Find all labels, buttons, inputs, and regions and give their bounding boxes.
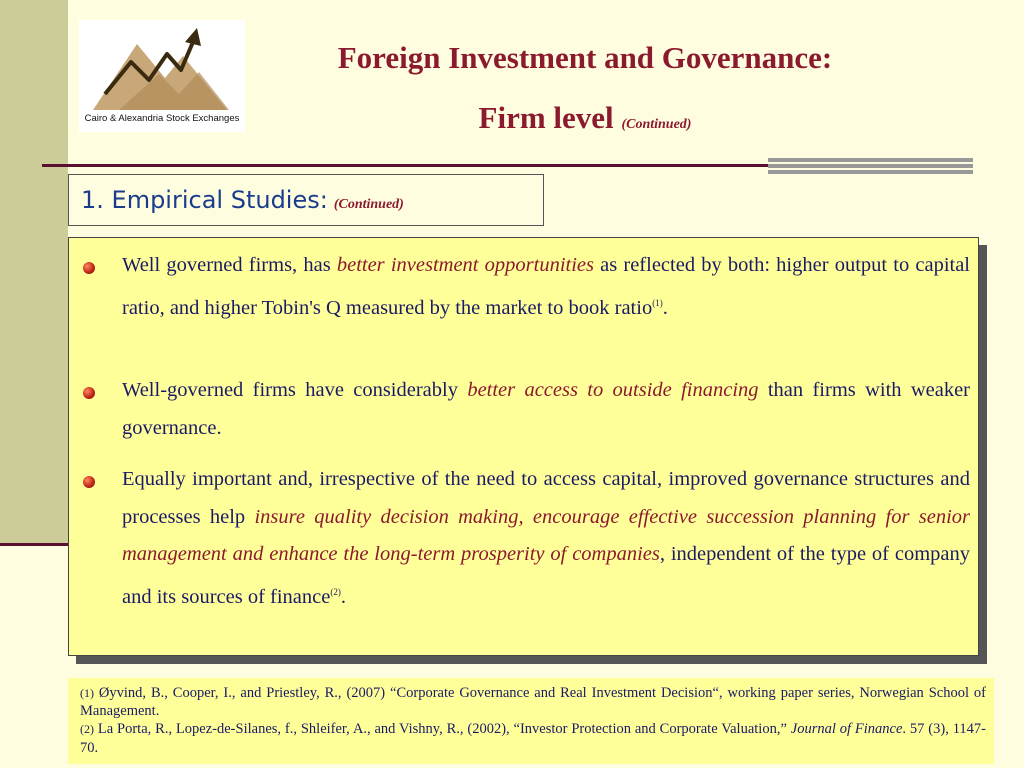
bullet-2-text: Well-governed firms have considerably — [122, 379, 468, 401]
bullet-3-text: Equally important and, irrespective of the need to access capital, improved governance structures and processes help — [122, 468, 970, 528]
footnote-marker-1: (1) — [652, 297, 663, 308]
section-heading — [81, 186, 404, 214]
footnote-marker-2: (2) — [330, 586, 341, 597]
bullet-paragraph-3 — [122, 461, 970, 616]
bullet-1-end: . — [662, 296, 668, 319]
content-box — [68, 237, 979, 656]
bullet-1-text-cont: as reflected by both: higher output to capital ratio, and higher Tobin's Q measured by the market to book ratio — [122, 254, 971, 319]
reference-2 — [80, 720, 986, 756]
left-band — [0, 0, 68, 545]
bullet-icon — [83, 476, 95, 488]
bullet-paragraph-1 — [122, 247, 970, 327]
left-band-rule — [0, 543, 68, 546]
reference-2-text: La Porta, R., Lopez-de-Silanes, f., Shleifer, A., and Vishny, R., (2002), “Investor Protection and Corporate Valuation,” — [94, 721, 791, 738]
page-subtitle — [250, 100, 920, 136]
section-heading-text: 1. Empirical Studies: — [81, 186, 328, 214]
references — [68, 678, 994, 764]
bullet-icon — [83, 387, 95, 399]
bullet-2-text-cont: than firms with weaker governance. — [122, 379, 971, 439]
bullet-1-text: Well governed firms, has — [122, 254, 337, 276]
subtitle-text: Firm level — [478, 100, 614, 135]
reference-1-tag: (1) — [80, 686, 94, 700]
section-heading-box — [68, 174, 544, 226]
bullet-paragraph-2 — [122, 372, 970, 447]
bullet-3-text-cont: , independent of the type of company and its sources of finance — [122, 543, 971, 608]
bullet-3-end: . — [340, 585, 346, 608]
reference-1 — [80, 684, 986, 720]
section-heading-note: (Continued) — [333, 197, 404, 212]
logo-caption: Cairo & Alexandria Stock Exchanges — [84, 113, 240, 124]
header-rule — [42, 164, 782, 167]
bullet-icon — [83, 262, 95, 274]
bullet-2-emphasis: better access to outside financing — [467, 379, 759, 401]
bullet-3-emphasis: insure quality decision making, encourage effective succession planning for senior management and enhance the long-term prosperity of companies — [122, 505, 970, 565]
reference-2-tail: . 57 (3), 1147-70. — [80, 721, 986, 756]
reference-2-tag: (2) — [80, 722, 94, 737]
subtitle-note: (Continued) — [621, 117, 692, 132]
decorative-bars — [768, 158, 973, 176]
reference-2-journal: Journal of Finance — [790, 721, 903, 738]
logo — [79, 20, 245, 132]
reference-1-text: Øyvind, B., Cooper, I., and Priestley, R., (2007) “Corporate Governance and Real Investment Decision“, working paper series, Norwegian School of Management. — [80, 685, 986, 720]
bullet-1-emphasis: better investment opportunities — [336, 254, 594, 276]
page-title: Foreign Investment and Governance: — [337, 40, 833, 75]
